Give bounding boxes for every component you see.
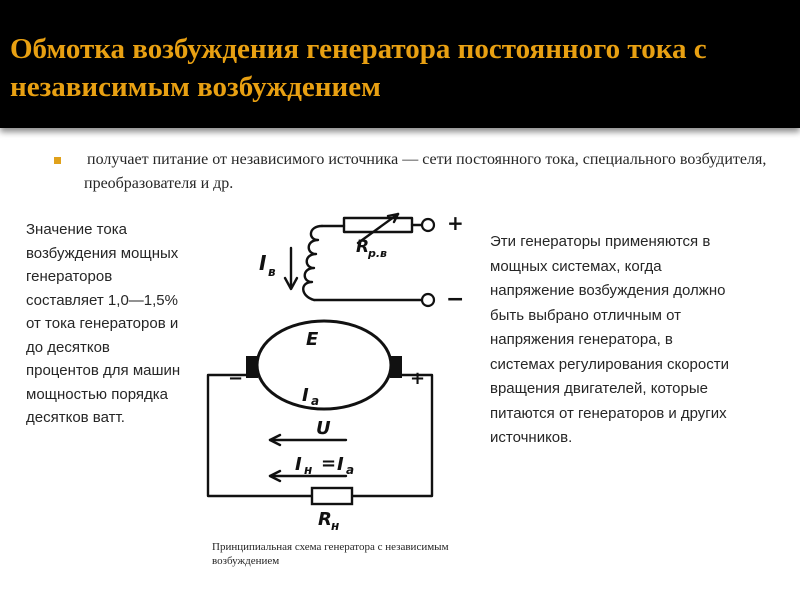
label-in-sub: н	[304, 463, 313, 477]
minus-sign-bottom: −	[446, 287, 465, 312]
brush-minus-sign: −	[228, 368, 244, 389]
label-e: E	[306, 329, 319, 350]
label-rrv-sub: р.в	[368, 247, 388, 260]
circuit-diagram	[198, 202, 480, 538]
label-eq: =	[321, 453, 337, 474]
diagram-caption: Принципиальная схема генератора с независимым возбуждением	[212, 541, 449, 567]
label-in: I	[295, 454, 302, 475]
label-iv-sub: в	[268, 265, 276, 279]
terminal-minus	[422, 294, 434, 306]
left-text-block: Значение тока возбуждения мощных генераторов составляет 1,0—1,5% от тока генераторов и до десятков процентов для машин мощностью порядка десятков ватт.	[26, 221, 181, 426]
bullet-marker	[54, 157, 61, 164]
label-iv: I	[259, 251, 267, 275]
terminal-plus	[422, 219, 434, 231]
armature	[257, 321, 391, 409]
label-ia: I	[302, 385, 309, 406]
field-winding-coil	[303, 226, 322, 300]
label-rn: R	[318, 509, 332, 530]
label-rn-sub: н	[331, 519, 340, 533]
load-resistor	[312, 488, 352, 504]
label-ia2-sub: a	[346, 463, 355, 477]
label-u: U	[316, 418, 331, 439]
slide-title: Обмотка возбуждения генератора постоянного тока с независимым возбуждением	[10, 33, 707, 103]
bullet-text: получает питание от независимого источника — сети постоянного тока, специального возбудителя, преобразователя и др.	[84, 151, 767, 192]
label-rrv: R	[356, 237, 370, 257]
plus-sign-top: +	[447, 211, 464, 235]
brush-left	[246, 356, 258, 378]
label-ia-sub: a	[311, 394, 320, 408]
brush-plus-sign: +	[410, 368, 426, 389]
right-text-block: Эти генераторы применяются в мощных системах, когда напряжение возбуждения должно быть выбрано отличным от напряжения генератора, в системах регулирования скорости вращения двигателей, которые питаются от генераторов и других источников.	[490, 233, 729, 446]
label-ia2: I	[337, 454, 344, 475]
brush-right	[390, 356, 402, 378]
